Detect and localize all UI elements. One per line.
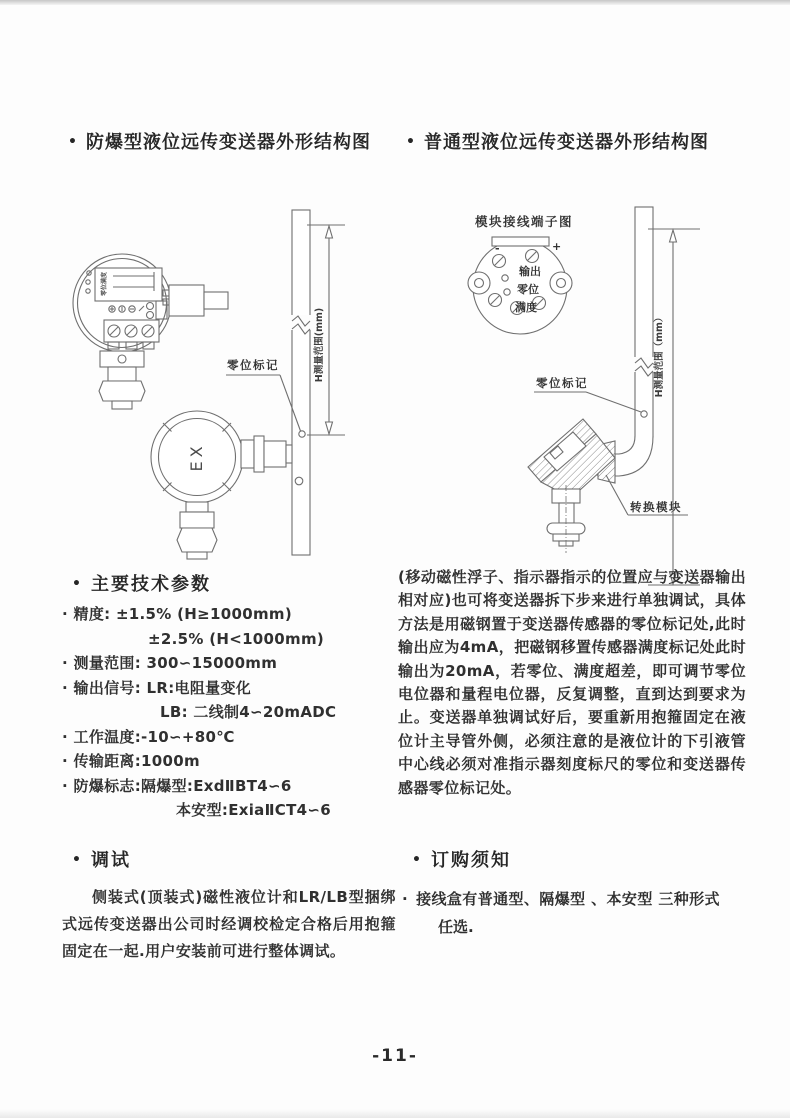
zero-mark-hole <box>299 431 305 437</box>
guide-tube <box>615 207 657 476</box>
section-title-order <box>412 846 511 872</box>
calibration-paragraph: (移动磁性浮子、指示器指示的位置应与变送器输出相对应)也可将变送器拆下步来进行单独调试，具体方法是用磁钢置于变送器传感器的零位标记处,此时输出应为4mA，把磁钢移置传感器满度标记处此时输出为20mA，若零位、满度超差，即可调节零位电位器和量程电位器，反复调整，直到达到要求为 止。变送器单独调试好后，要重新用抱箍固定在液位计主导管外侧，必须注意的是液位计的下引液管中心线必须对准指示器刻度标尺的零位和变送器传感器零位标记处。 <box>398 568 746 797</box>
order-note-line1 <box>402 888 748 909</box>
debug-title-text: 调试 <box>90 850 131 871</box>
zero-mark-label: 零位标记 <box>536 376 588 390</box>
drawing-ordinary-transmitter <box>420 195 770 595</box>
section-title-debug <box>72 846 131 872</box>
header-ordinary-type <box>406 128 709 154</box>
order-note-line2: 任选. <box>438 918 474 936</box>
bullet-icon: · <box>402 890 409 908</box>
zero-mark-hole <box>641 411 647 417</box>
spec-item-accuracy-2: ±2.5% (H<1000mm) <box>148 629 325 648</box>
order-note-text: 接线盒有普通型、隔爆型 、本安型 三种形式 <box>416 890 720 908</box>
header-right-text: 普通型液位远传变送器外形结构图 <box>423 132 709 153</box>
terminal-label-zero: 零位 <box>517 283 539 296</box>
debug-paragraph: 侧装式(顶装式)磁性液位计和LR/LB型捆绑式远传变送器出公司时经调校检定合格后用抱箍固定在一起.用户安装前可进行整体调试。 <box>62 888 396 960</box>
plus-mark: + <box>552 240 562 253</box>
range-label: H测量范围（mm） <box>654 312 665 398</box>
ex-pipe-fitting <box>241 436 292 472</box>
ex-label: EX <box>187 442 206 472</box>
tube-screw <box>295 477 303 485</box>
bullet-icon: • <box>406 134 416 150</box>
spec-item-exproof-mark-2: 本安型:ExiaⅡCT4∽6 <box>176 801 331 819</box>
specs-title-text: 主要技术参数 <box>90 574 211 595</box>
zero-mark-callout <box>226 358 301 431</box>
bullet-icon: • <box>68 134 78 150</box>
terminal-label-output: 输出 <box>519 265 541 278</box>
zero-mark-callout <box>534 376 641 412</box>
conversion-module-callout <box>606 475 688 515</box>
order-title-text: 订购须知 <box>430 850 511 871</box>
gauge-side-connector <box>163 285 228 316</box>
drawing-explosion-proof-transmitter <box>55 195 355 565</box>
spec-item-working-temp: · 工作温度:-10∽+80℃ <box>62 727 235 746</box>
minus-mark: - <box>495 242 500 255</box>
spec-item-transmit-distance: · 传输距离:1000m <box>62 752 200 770</box>
header-left-text: 防爆型液位远传变送器外形结构图 <box>85 132 371 153</box>
spec-list <box>62 602 398 823</box>
section-title-specs <box>72 570 211 596</box>
bullet-icon: • <box>72 576 81 592</box>
scan-bottom-edge <box>0 1109 790 1118</box>
spec-item-accuracy: · 精度: ±1.5% (H≥1000mm) <box>62 605 292 623</box>
spec-item-exproof-mark: · 防爆标志:隔爆型:ExdⅡBT4∽6 <box>62 776 292 795</box>
gauge-panel-label: 零位满度 <box>101 271 108 296</box>
page-number: -11- <box>372 1046 418 1066</box>
conversion-module-label: 转换模块 <box>630 500 682 514</box>
bullet-icon: • <box>72 852 81 868</box>
header-explosion-proof <box>68 128 371 154</box>
spec-item-range: · 测量范围: 300∽15000mm <box>62 654 278 672</box>
range-label: H测量范围(mm) <box>314 307 325 383</box>
wiring-module <box>468 237 572 334</box>
gauge-stem <box>99 351 145 409</box>
scan-top-edge <box>0 0 790 5</box>
spec-item-output-signal: · 输出信号: LR:电阻量变化 <box>62 678 252 697</box>
bullet-icon: • <box>412 852 421 868</box>
dimension-measure-range <box>648 229 700 585</box>
module-wiring-title: 模块接线端子图 <box>475 214 574 229</box>
housing-stem <box>547 485 585 553</box>
indicator-gauge <box>73 254 228 409</box>
terminal-label-span: 满度 <box>515 301 537 314</box>
ex-housing <box>151 411 292 559</box>
conversion-module-housing <box>528 419 615 553</box>
guide-tube <box>288 210 314 555</box>
zero-mark-label: 零位标记 <box>227 358 279 372</box>
spec-item-output-signal-2: LB: 二线制4∽20mADC <box>160 703 337 721</box>
